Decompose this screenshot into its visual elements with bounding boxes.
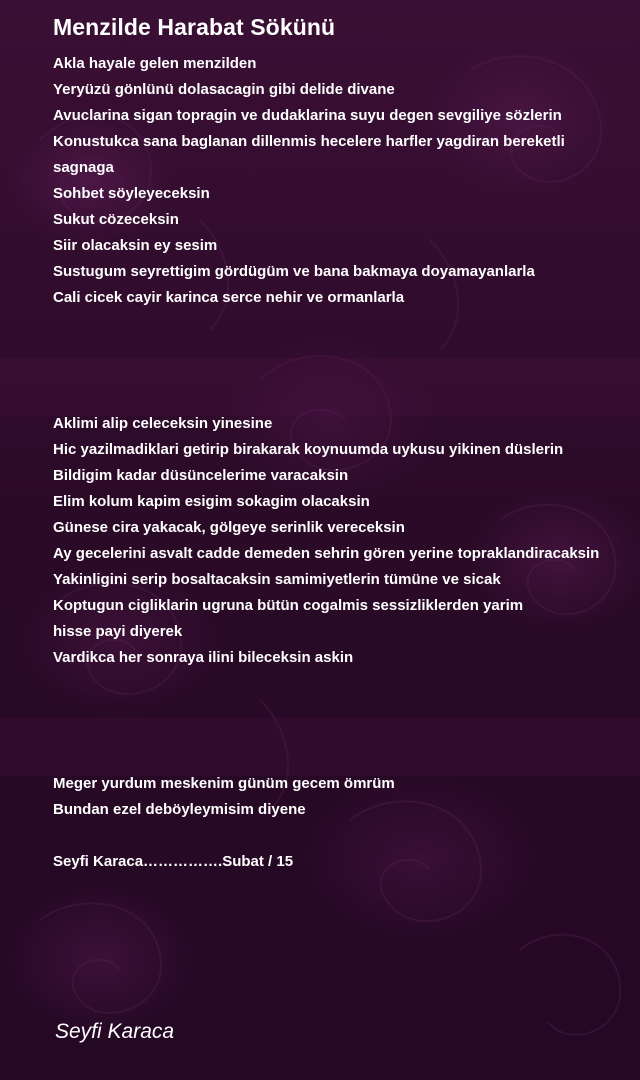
poem-line: Bildigim kadar düsüncelerime varacaksin — [53, 467, 349, 484]
poem-line: Koptugun cigliklarin ugruna bütün cogalmis sessizliklerden yarim — [53, 597, 524, 614]
poem-stanza — [53, 411, 636, 671]
poem-line: Ay gecelerini asvalt cadde demeden sehrin gören yerine topraklandiracaksin — [53, 545, 600, 562]
poem-line: Meger yurdum meskenim günüm gecem ömrüm — [53, 775, 395, 792]
poem-line: hisse payi diyerek — [53, 623, 183, 640]
poem-line: Hic yazilmadiklari getirip birakarak koynuumda uykusu yikinen düslerin — [53, 441, 564, 458]
poem-line: Konustukca sana baglanan dillenmis hecelere harfler yagdiran bereketli sagnaga — [53, 133, 565, 176]
poem-line: Sohbet söyleyeceksin — [53, 185, 210, 202]
poem-line: Siir olacaksin ey sesim — [53, 237, 218, 254]
poem-line: Elim kolum kapim esigim sokagim olacaksin — [53, 493, 370, 510]
poem-line: Günese cira yakacak, gölgeye serinlik vereceksin — [53, 519, 405, 536]
poem-stanza — [53, 771, 636, 823]
poem-line: Yakinligini serip bosaltacaksin samimiyetlerin tümüne ve sicak — [53, 571, 501, 588]
poem-line: Avuclarina sigan topragin ve dudaklarina suyu degen sevgiliye sözlerin — [53, 107, 562, 124]
poem-signature-line: Seyfi Karaca…………….Subat / 15 — [53, 853, 294, 870]
poem-stanza — [53, 51, 636, 311]
poem-line: Vardikca her sonraya ilini bileceksin askin — [53, 649, 354, 666]
poem-line: Cali cicek cayir karinca serce nehir ve ormanlarla — [53, 289, 405, 306]
poem-line: Bundan ezel deböyleymisim diyene — [53, 801, 306, 818]
poem-line: Sustugum seyrettigim gördügüm ve bana bakmaya doyamayanlarla — [53, 263, 535, 280]
poem-line: Akla hayale gelen menzilden — [53, 55, 257, 72]
poem-title: Menzilde Harabat Sökünü — [53, 14, 336, 40]
poem-line: Yeryüzü gönlünü dolasacagin gibi delide divane — [53, 81, 395, 98]
poem-line: Aklimi alip celeceksin yinesine — [53, 415, 273, 432]
author-name: Seyfi Karaca — [55, 1020, 175, 1043]
poem-line: Sukut cözeceksin — [53, 211, 179, 228]
